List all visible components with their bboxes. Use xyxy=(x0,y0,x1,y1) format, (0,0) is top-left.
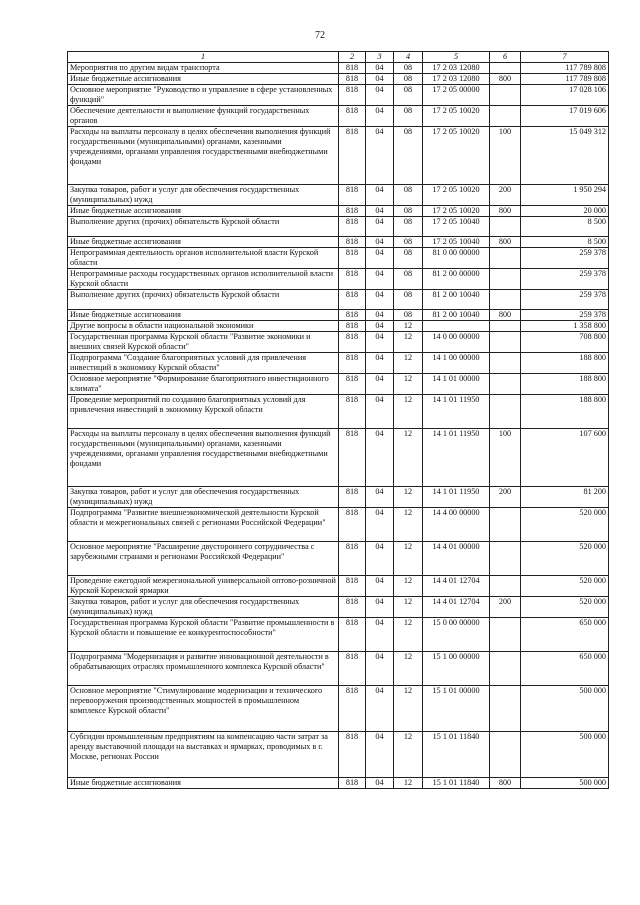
row-amount: 1 358 800 xyxy=(521,321,609,332)
row-code-expense-type xyxy=(490,290,521,310)
row-code-expense-type xyxy=(490,321,521,332)
table-row xyxy=(68,353,609,374)
row-code-admin: 818 xyxy=(339,63,366,74)
row-code-admin: 818 xyxy=(339,206,366,217)
row-code-admin: 818 xyxy=(339,429,366,487)
row-name: Иные бюджетные ассигнования xyxy=(68,778,339,789)
row-code-expense-type: 800 xyxy=(490,778,521,789)
table-body xyxy=(68,63,609,789)
row-code-expense-type: 800 xyxy=(490,237,521,248)
table-row xyxy=(68,206,609,217)
row-code-subsection: 08 xyxy=(394,74,423,85)
row-code-admin: 818 xyxy=(339,321,366,332)
row-name: Расходы на выплаты персоналу в целях обеспечения выполнения функций государственными (муниципальными) органами, казенными учреждениями, органами управления государственными внебюджетными фондами xyxy=(68,429,339,487)
row-name: Основное мероприятие "Стимулирование модернизации и технического перевооружения производственных мощностей в промышленном комплексе Курской области" xyxy=(68,686,339,732)
row-code-expense-type: 100 xyxy=(490,127,521,185)
column-header: 5 xyxy=(423,52,490,63)
table-row xyxy=(68,652,609,686)
row-code-target: 14 1 00 00000 xyxy=(423,353,490,374)
row-code-admin: 818 xyxy=(339,395,366,429)
row-amount: 20 000 xyxy=(521,206,609,217)
row-code-target: 14 1 01 00000 xyxy=(423,374,490,395)
row-code-admin: 818 xyxy=(339,618,366,652)
row-code-subsection: 12 xyxy=(394,487,423,508)
row-code-expense-type xyxy=(490,618,521,652)
row-code-admin: 818 xyxy=(339,652,366,686)
row-code-subsection: 12 xyxy=(394,374,423,395)
row-code-target: 81 2 00 00000 xyxy=(423,269,490,290)
row-code-expense-type: 800 xyxy=(490,74,521,85)
row-amount: 500 000 xyxy=(521,732,609,778)
row-code-target: 14 1 01 11950 xyxy=(423,487,490,508)
row-amount: 500 000 xyxy=(521,686,609,732)
table-row xyxy=(68,395,609,429)
row-code-expense-type xyxy=(490,269,521,290)
row-name: Закупка товаров, работ и услуг для обеспечения государственных (муниципальных) нужд xyxy=(68,597,339,618)
row-name: Закупка товаров, работ и услуг для обеспечения государственных (муниципальных) нужд xyxy=(68,487,339,508)
row-name: Иные бюджетные ассигнования xyxy=(68,74,339,85)
row-amount: 1 950 294 xyxy=(521,185,609,206)
row-code-section: 04 xyxy=(366,429,394,487)
row-code-section: 04 xyxy=(366,686,394,732)
row-code-section: 04 xyxy=(366,487,394,508)
row-code-subsection: 08 xyxy=(394,310,423,321)
row-code-expense-type xyxy=(490,106,521,127)
row-name: Выполнение других (прочих) обязательств Курской области xyxy=(68,217,339,237)
row-code-section: 04 xyxy=(366,732,394,778)
row-code-target: 15 1 01 00000 xyxy=(423,686,490,732)
row-code-section: 04 xyxy=(366,652,394,686)
row-code-expense-type: 200 xyxy=(490,487,521,508)
row-code-subsection: 12 xyxy=(394,542,423,576)
row-code-section: 04 xyxy=(366,269,394,290)
row-code-admin: 818 xyxy=(339,237,366,248)
row-code-subsection: 12 xyxy=(394,618,423,652)
row-amount: 520 000 xyxy=(521,576,609,597)
row-name: Обеспечение деятельности и выполнение функций государственных органов xyxy=(68,106,339,127)
row-code-expense-type xyxy=(490,576,521,597)
row-code-subsection: 12 xyxy=(394,395,423,429)
table-row xyxy=(68,310,609,321)
row-code-subsection: 08 xyxy=(394,106,423,127)
row-code-section: 04 xyxy=(366,217,394,237)
row-code-expense-type xyxy=(490,652,521,686)
row-code-target: 17 2 05 10020 xyxy=(423,106,490,127)
row-name: Другие вопросы в области национальной экономики xyxy=(68,321,339,332)
table-row xyxy=(68,321,609,332)
table-row xyxy=(68,127,609,185)
table-row xyxy=(68,508,609,542)
row-code-section: 04 xyxy=(366,185,394,206)
table-row xyxy=(68,237,609,248)
row-code-subsection: 08 xyxy=(394,217,423,237)
table-row xyxy=(68,576,609,597)
page-number: 72 xyxy=(315,30,325,41)
column-header: 6 xyxy=(490,52,521,63)
row-code-admin: 818 xyxy=(339,269,366,290)
row-code-target: 14 1 01 11950 xyxy=(423,395,490,429)
row-code-admin: 818 xyxy=(339,85,366,106)
row-code-expense-type xyxy=(490,248,521,269)
row-code-section: 04 xyxy=(366,508,394,542)
row-code-expense-type: 100 xyxy=(490,429,521,487)
row-name: Государственная программа Курской области "Развитие экономики и внешних связей Курской области" xyxy=(68,332,339,353)
row-amount: 259 378 xyxy=(521,269,609,290)
row-amount: 650 000 xyxy=(521,618,609,652)
row-code-target: 81 0 00 00000 xyxy=(423,248,490,269)
row-code-admin: 818 xyxy=(339,576,366,597)
row-code-admin: 818 xyxy=(339,248,366,269)
table-row xyxy=(68,269,609,290)
row-amount: 259 378 xyxy=(521,310,609,321)
row-amount: 520 000 xyxy=(521,597,609,618)
row-code-section: 04 xyxy=(366,395,394,429)
row-code-admin: 818 xyxy=(339,597,366,618)
row-code-subsection: 12 xyxy=(394,576,423,597)
row-amount: 188 800 xyxy=(521,374,609,395)
table-row xyxy=(68,248,609,269)
table-row xyxy=(68,85,609,106)
row-name: Основное мероприятие "Формирование благоприятного инвестиционного климата" xyxy=(68,374,339,395)
table-row xyxy=(68,429,609,487)
row-code-admin: 818 xyxy=(339,74,366,85)
row-code-admin: 818 xyxy=(339,185,366,206)
row-amount: 259 378 xyxy=(521,290,609,310)
table-row xyxy=(68,74,609,85)
row-amount: 500 000 xyxy=(521,778,609,789)
row-code-target: 17 2 05 10040 xyxy=(423,217,490,237)
row-name: Государственная программа Курской области "Развитие промышленности в Курской области и повышение ее конкурентоспособности" xyxy=(68,618,339,652)
row-amount: 17 028 106 xyxy=(521,85,609,106)
row-code-section: 04 xyxy=(366,353,394,374)
table-row xyxy=(68,542,609,576)
row-code-subsection: 12 xyxy=(394,686,423,732)
budget-table xyxy=(67,51,609,789)
row-code-subsection: 12 xyxy=(394,332,423,353)
table-row xyxy=(68,686,609,732)
row-code-target: 15 1 00 00000 xyxy=(423,652,490,686)
row-code-expense-type: 800 xyxy=(490,206,521,217)
row-code-target: 14 1 01 11950 xyxy=(423,429,490,487)
row-name: Подпрограмма "Модернизация и развитие инновационной деятельности в обрабатывающих отраслях промышленного комплекса Курской области" xyxy=(68,652,339,686)
row-code-target xyxy=(423,321,490,332)
row-amount: 117 789 808 xyxy=(521,63,609,74)
row-amount: 188 800 xyxy=(521,353,609,374)
column-header-row xyxy=(68,52,609,63)
row-code-admin: 818 xyxy=(339,310,366,321)
row-code-section: 04 xyxy=(366,85,394,106)
row-code-subsection: 12 xyxy=(394,732,423,778)
row-code-section: 04 xyxy=(366,74,394,85)
row-amount: 520 000 xyxy=(521,542,609,576)
row-code-expense-type xyxy=(490,395,521,429)
row-name: Расходы на выплаты персоналу в целях обеспечения выполнения функций государственными (муниципальными) органами, казенными учреждениями, органами управления государственными внебюджетными фондами xyxy=(68,127,339,185)
row-code-target: 15 1 01 11840 xyxy=(423,778,490,789)
row-code-admin: 818 xyxy=(339,732,366,778)
table-row xyxy=(68,732,609,778)
row-name: Непрограммная деятельность органов исполнительной власти Курской области xyxy=(68,248,339,269)
row-code-target: 14 4 01 12704 xyxy=(423,576,490,597)
row-name: Проведение ежегодной межрегиональной универсальной оптово-розничной Курской Коренской ярмарки xyxy=(68,576,339,597)
row-code-target: 17 2 03 12080 xyxy=(423,74,490,85)
row-code-target: 17 2 05 10020 xyxy=(423,127,490,185)
row-name: Непрограммные расходы государственных органов исполнительной власти Курской области xyxy=(68,269,339,290)
row-code-expense-type xyxy=(490,217,521,237)
column-header: 7 xyxy=(521,52,609,63)
row-code-admin: 818 xyxy=(339,778,366,789)
row-name: Иные бюджетные ассигнования xyxy=(68,310,339,321)
row-code-target: 14 0 00 00000 xyxy=(423,332,490,353)
column-header: 3 xyxy=(366,52,394,63)
row-name: Подпрограмма "Создание благоприятных условий для привлечения инвестиций в экономику Курской области" xyxy=(68,353,339,374)
row-code-target: 15 1 01 11840 xyxy=(423,732,490,778)
row-code-subsection: 12 xyxy=(394,353,423,374)
row-code-subsection: 12 xyxy=(394,652,423,686)
row-code-section: 04 xyxy=(366,106,394,127)
row-code-section: 04 xyxy=(366,597,394,618)
row-code-subsection: 08 xyxy=(394,206,423,217)
row-code-admin: 818 xyxy=(339,374,366,395)
row-amount: 520 000 xyxy=(521,508,609,542)
row-code-section: 04 xyxy=(366,332,394,353)
table-row xyxy=(68,332,609,353)
row-name: Иные бюджетные ассигнования xyxy=(68,237,339,248)
row-name: Субсидии промышленным предприятиям на компенсацию части затрат за аренду выставочной площади на выставках и ярмарках, проводимых в г. Москве, регионах России xyxy=(68,732,339,778)
row-code-target: 14 4 01 12704 xyxy=(423,597,490,618)
table-row xyxy=(68,106,609,127)
row-code-subsection: 08 xyxy=(394,290,423,310)
table-row xyxy=(68,290,609,310)
row-code-subsection: 08 xyxy=(394,248,423,269)
row-name: Основное мероприятие "Руководство и управление в сфере установленных функций" xyxy=(68,85,339,106)
row-code-subsection: 12 xyxy=(394,429,423,487)
row-amount: 259 378 xyxy=(521,248,609,269)
row-code-section: 04 xyxy=(366,618,394,652)
row-name: Мероприятия по другим видам транспорта xyxy=(68,63,339,74)
row-code-expense-type xyxy=(490,686,521,732)
row-code-section: 04 xyxy=(366,542,394,576)
row-name: Закупка товаров, работ и услуг для обеспечения государственных (муниципальных) нужд xyxy=(68,185,339,206)
column-header: 2 xyxy=(339,52,366,63)
row-code-section: 04 xyxy=(366,237,394,248)
row-amount: 8 500 xyxy=(521,217,609,237)
row-code-target: 17 2 03 12080 xyxy=(423,63,490,74)
table-row xyxy=(68,597,609,618)
row-code-expense-type: 200 xyxy=(490,185,521,206)
row-code-target: 17 2 05 10020 xyxy=(423,185,490,206)
row-code-section: 04 xyxy=(366,374,394,395)
row-code-admin: 818 xyxy=(339,217,366,237)
row-name: Иные бюджетные ассигнования xyxy=(68,206,339,217)
row-code-subsection: 12 xyxy=(394,597,423,618)
row-code-subsection: 12 xyxy=(394,321,423,332)
row-code-admin: 818 xyxy=(339,290,366,310)
row-code-section: 04 xyxy=(366,290,394,310)
row-amount: 81 200 xyxy=(521,487,609,508)
row-name: Подпрограмма "Развитие внешнеэкономической деятельности Курской области и межрегиональных связей с регионами Российской Федерации" xyxy=(68,508,339,542)
table-row xyxy=(68,487,609,508)
row-code-subsection: 08 xyxy=(394,85,423,106)
row-amount: 17 019 606 xyxy=(521,106,609,127)
row-code-admin: 818 xyxy=(339,508,366,542)
row-code-expense-type xyxy=(490,332,521,353)
row-code-section: 04 xyxy=(366,778,394,789)
table-row xyxy=(68,217,609,237)
row-name: Выполнение других (прочих) обязательств Курской области xyxy=(68,290,339,310)
column-header: 1 xyxy=(68,52,339,63)
row-code-target: 17 2 05 00000 xyxy=(423,85,490,106)
row-amount: 708 800 xyxy=(521,332,609,353)
table-row xyxy=(68,618,609,652)
row-code-expense-type xyxy=(490,353,521,374)
row-code-target: 17 2 05 10040 xyxy=(423,237,490,248)
row-code-target: 17 2 05 10020 xyxy=(423,206,490,217)
row-code-expense-type xyxy=(490,85,521,106)
table-row xyxy=(68,778,609,789)
row-code-target: 81 2 00 10040 xyxy=(423,290,490,310)
row-code-admin: 818 xyxy=(339,353,366,374)
row-name: Проведение мероприятий по созданию благоприятных условий для привлечения инвестиций в экономику Курской области xyxy=(68,395,339,429)
row-code-section: 04 xyxy=(366,127,394,185)
row-code-expense-type xyxy=(490,542,521,576)
table-row xyxy=(68,374,609,395)
row-code-section: 04 xyxy=(366,248,394,269)
row-code-section: 04 xyxy=(366,206,394,217)
row-code-admin: 818 xyxy=(339,686,366,732)
row-code-expense-type xyxy=(490,508,521,542)
row-code-subsection: 08 xyxy=(394,63,423,74)
row-code-target: 81 2 00 10040 xyxy=(423,310,490,321)
row-code-subsection: 12 xyxy=(394,778,423,789)
row-code-expense-type xyxy=(490,374,521,395)
row-code-subsection: 08 xyxy=(394,185,423,206)
row-code-expense-type xyxy=(490,732,521,778)
row-code-expense-type: 800 xyxy=(490,310,521,321)
row-code-section: 04 xyxy=(366,310,394,321)
row-name: Основное мероприятие "Расширение двустороннего сотрудничества с зарубежными странами и регионами Российской Федерации" xyxy=(68,542,339,576)
row-amount: 650 000 xyxy=(521,652,609,686)
row-code-admin: 818 xyxy=(339,127,366,185)
row-amount: 117 789 808 xyxy=(521,74,609,85)
row-code-target: 14 4 00 00000 xyxy=(423,508,490,542)
row-code-section: 04 xyxy=(366,63,394,74)
row-code-section: 04 xyxy=(366,576,394,597)
row-code-subsection: 08 xyxy=(394,269,423,290)
row-code-expense-type xyxy=(490,63,521,74)
row-code-admin: 818 xyxy=(339,332,366,353)
row-amount: 107 600 xyxy=(521,429,609,487)
row-amount: 188 800 xyxy=(521,395,609,429)
row-code-admin: 818 xyxy=(339,542,366,576)
row-amount: 15 049 312 xyxy=(521,127,609,185)
row-code-target: 14 4 01 00000 xyxy=(423,542,490,576)
table-row xyxy=(68,63,609,74)
row-code-admin: 818 xyxy=(339,487,366,508)
row-code-expense-type: 200 xyxy=(490,597,521,618)
table-row xyxy=(68,185,609,206)
row-code-section: 04 xyxy=(366,321,394,332)
row-code-target: 15 0 00 00000 xyxy=(423,618,490,652)
row-code-subsection: 12 xyxy=(394,508,423,542)
row-code-subsection: 08 xyxy=(394,237,423,248)
row-code-admin: 818 xyxy=(339,106,366,127)
row-code-subsection: 08 xyxy=(394,127,423,185)
column-header: 4 xyxy=(394,52,423,63)
row-amount: 8 500 xyxy=(521,237,609,248)
